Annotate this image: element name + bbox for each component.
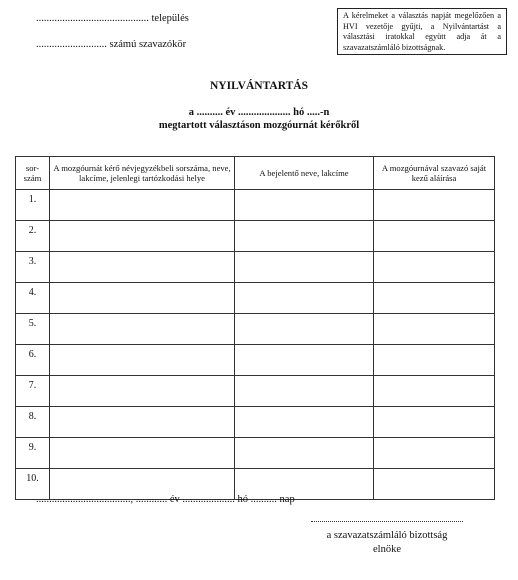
- signature-cell[interactable]: [374, 283, 495, 314]
- table-row: [16, 252, 495, 283]
- table-row: [16, 190, 495, 221]
- document-subtitle-date: a .......... év .................... hó .....-n: [188, 107, 330, 118]
- row-number: 8.: [16, 407, 50, 438]
- signature-cell[interactable]: [374, 438, 495, 469]
- row-number: 1.: [16, 190, 50, 221]
- column-header-serial: sor- szám: [16, 157, 50, 190]
- signature-line: [311, 521, 463, 522]
- document-subtitle: megtartott választáson mozgóurnát kérőkről: [158, 120, 360, 131]
- reporter-cell[interactable]: [235, 221, 374, 252]
- signature-role: elnöke: [373, 544, 401, 555]
- row-number: 9.: [16, 438, 50, 469]
- row-number: 7.: [16, 376, 50, 407]
- applicant-cell[interactable]: [50, 345, 235, 376]
- signature-cell[interactable]: [374, 407, 495, 438]
- column-header-signature: A mozgóurnával szavazó saját kezű aláírása: [374, 157, 495, 190]
- applicant-cell[interactable]: [50, 221, 235, 252]
- reporter-cell[interactable]: [235, 190, 374, 221]
- table-row: [16, 438, 495, 469]
- row-number: 10.: [16, 469, 50, 500]
- table-row: [16, 407, 495, 438]
- reporter-cell[interactable]: [235, 438, 374, 469]
- applicant-cell[interactable]: [50, 314, 235, 345]
- date-line: ...................................., ............ év .................... hó .......... nap: [36, 494, 295, 505]
- signature-cell[interactable]: [374, 314, 495, 345]
- row-number: 5.: [16, 314, 50, 345]
- reporter-cell[interactable]: [235, 407, 374, 438]
- signature-cell[interactable]: [374, 221, 495, 252]
- applicant-cell[interactable]: [50, 283, 235, 314]
- applicant-cell[interactable]: [50, 190, 235, 221]
- reporter-cell[interactable]: [235, 314, 374, 345]
- table-row: [16, 314, 495, 345]
- table-row: [16, 221, 495, 252]
- row-number: 6.: [16, 345, 50, 376]
- table-header-row: [16, 157, 495, 190]
- reporter-cell[interactable]: [235, 345, 374, 376]
- polling-district-line: ........................... számú szavazókör: [36, 39, 187, 50]
- signature-cell[interactable]: [374, 345, 495, 376]
- row-number: 4.: [16, 283, 50, 314]
- table-row: [16, 345, 495, 376]
- settlement-line: ........................................... település: [36, 13, 189, 24]
- document-title: NYILVÁNTARTÁS: [209, 80, 308, 92]
- signature-caption: a szavazatszámláló bizottság: [326, 530, 448, 541]
- table-row: [16, 376, 495, 407]
- applicant-cell[interactable]: [50, 407, 235, 438]
- row-number: 3.: [16, 252, 50, 283]
- signature-cell[interactable]: [374, 190, 495, 221]
- reporter-cell[interactable]: [235, 283, 374, 314]
- applicant-cell[interactable]: [50, 376, 235, 407]
- signature-cell[interactable]: [374, 252, 495, 283]
- column-header-applicant: A mozgóurnát kérő névjegyzékbeli sorszáma, neve, lakcíme, jelenlegi tartózkodási helye: [50, 157, 235, 190]
- row-number: 2.: [16, 221, 50, 252]
- applicant-cell[interactable]: [50, 252, 235, 283]
- applicant-cell[interactable]: [50, 438, 235, 469]
- registry-table: [15, 156, 495, 500]
- column-header-reporter: A bejelentő neve, lakcíme: [235, 157, 374, 190]
- notice-box: A kérelmeket a választás napját megelőzően a HVI vezetője gyűjti, a Nyilvántartást a választási iratokkal együtt adja át a szavazatszámláló bizottságnak.: [337, 8, 507, 55]
- signature-cell[interactable]: [374, 376, 495, 407]
- table-row: [16, 283, 495, 314]
- reporter-cell[interactable]: [235, 376, 374, 407]
- reporter-cell[interactable]: [235, 252, 374, 283]
- signature-cell[interactable]: [374, 469, 495, 500]
